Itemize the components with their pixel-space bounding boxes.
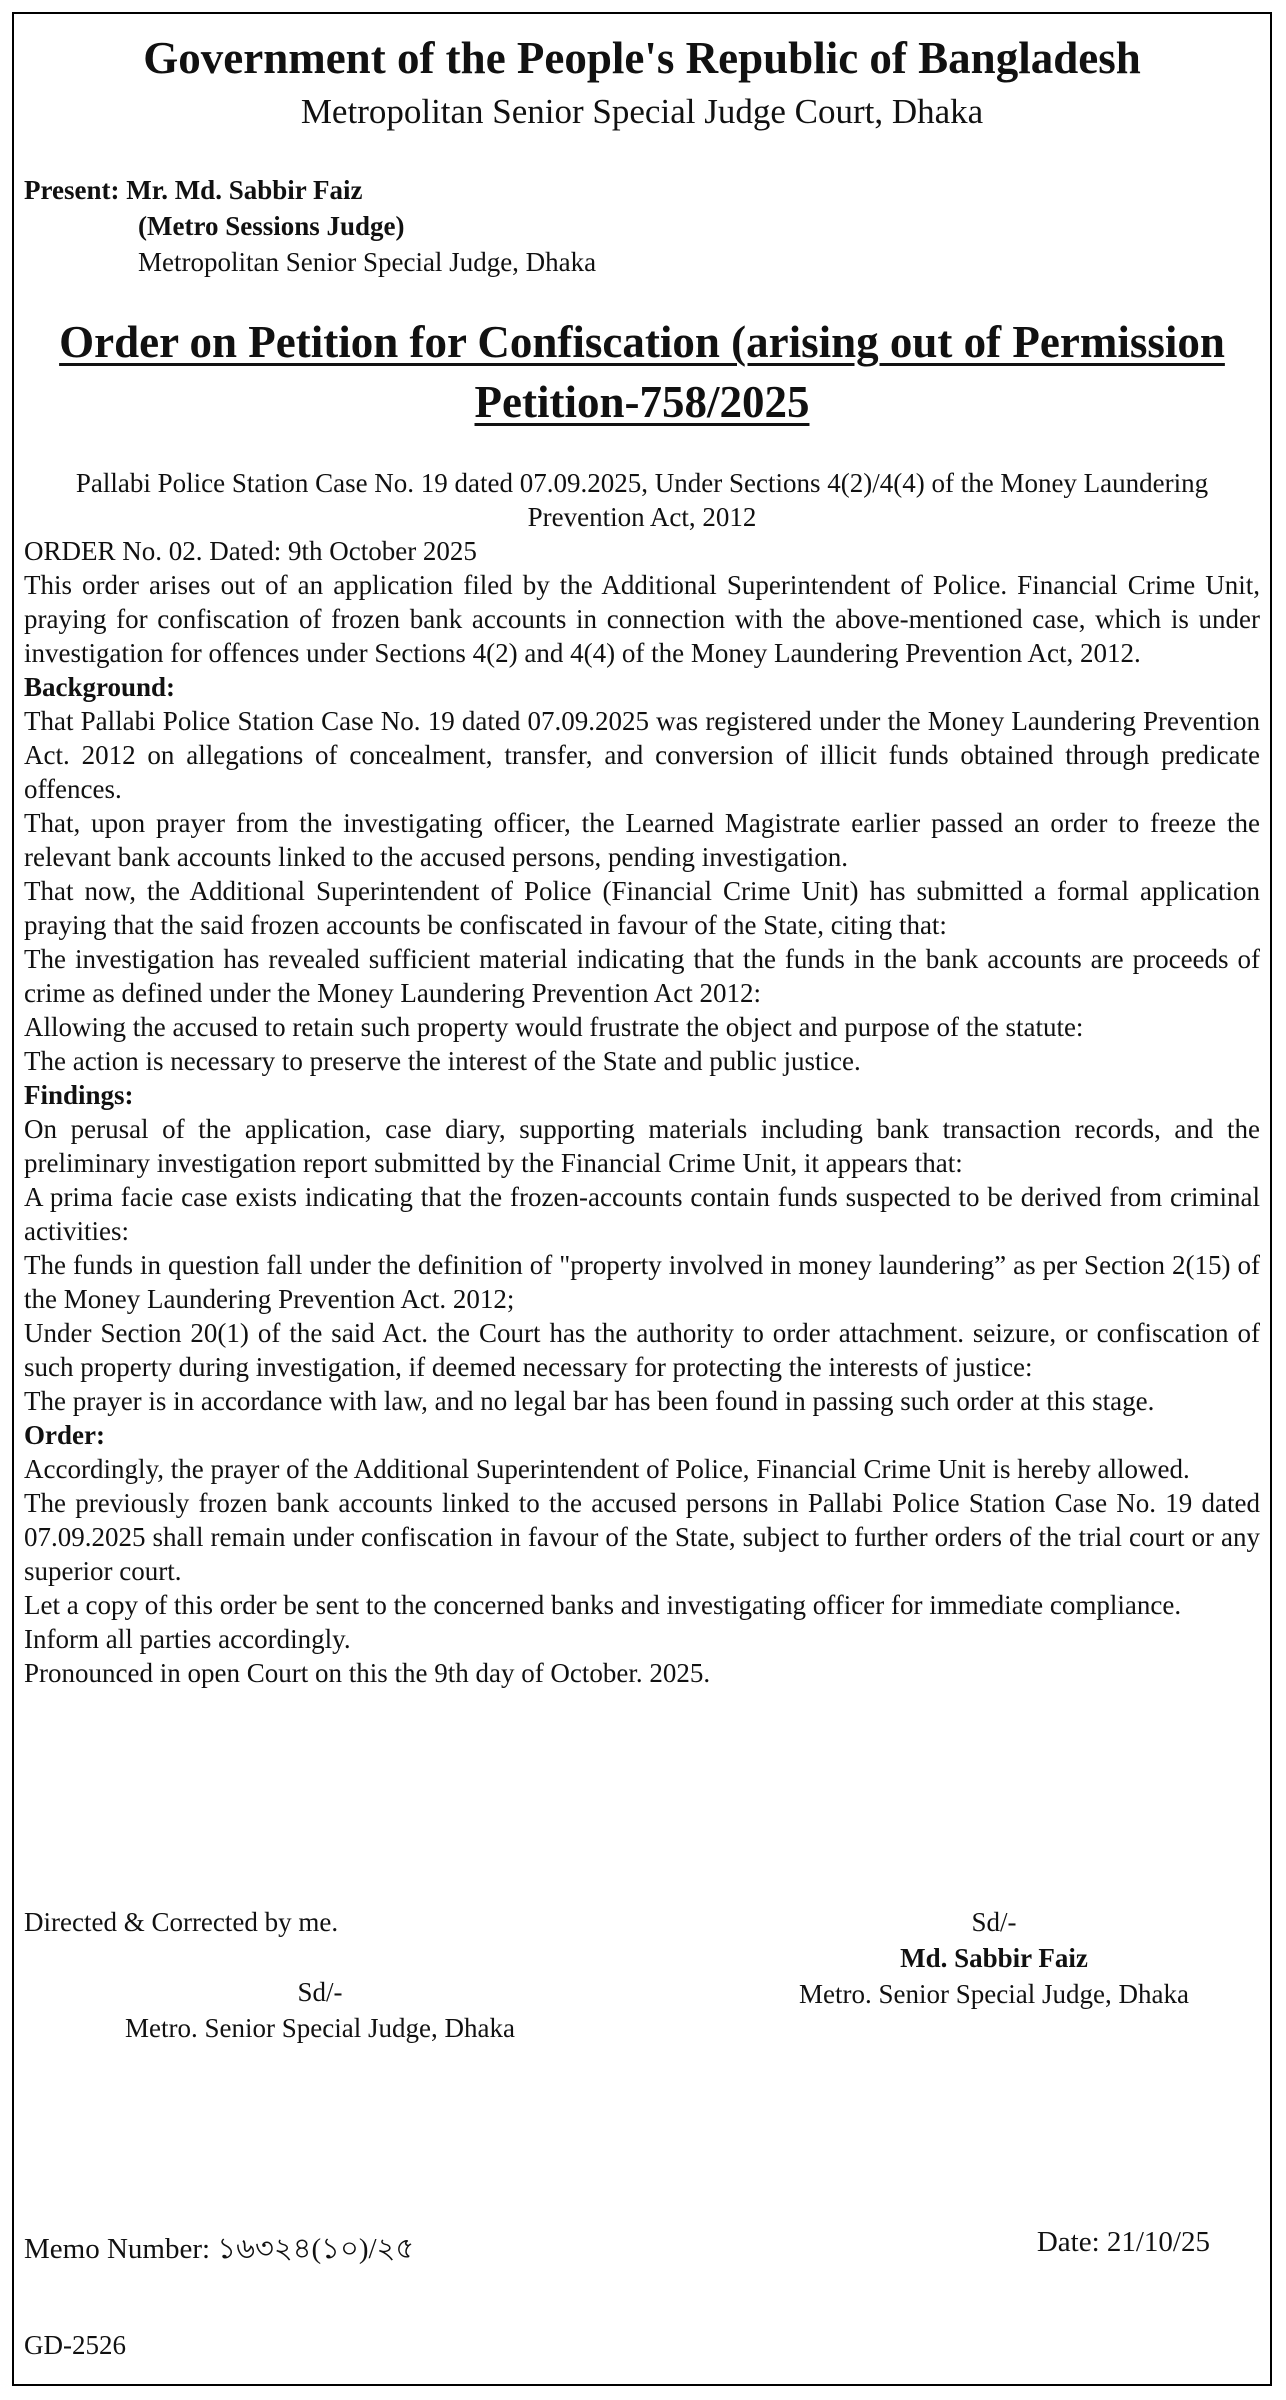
order-paragraph: Accordingly, the prayer of the Additional Superintendent of Police, Financial Crime Unit is hereby allowed. [24,1454,1190,1484]
left-signature-title: Metro. Senior Special Judge, Dhaka [125,2013,515,2043]
left-signature-block [50,1974,590,2046]
directed-by-line: Directed & Corrected by me. [24,1907,339,1937]
findings-heading: Findings: [24,1080,134,1110]
right-signature-sd: Sd/- [971,1907,1017,1937]
order-paragraph: Let a copy of this order be sent to the concerned banks and investigating officer for immediate compliance. [24,1590,1182,1620]
present-judge-designation: Metropolitan Senior Special Judge, Dhaka [138,247,597,277]
right-signature-name: Md. Sabbir Faiz [900,1943,1088,1973]
footer-code: GD-2526 [24,2330,126,2360]
government-heading: Government of the People's Republic of Bangladesh [143,33,1141,83]
order-paragraph: Inform all parties accordingly. [24,1624,351,1654]
background-paragraph: Allowing the accused to retain such property would frustrate the object and purpose of the statute: [24,1012,1084,1042]
findings-paragraph: A prima facie case exists indicating that the frozen-accounts contain funds suspected to be derived from criminal activities: [24,1182,1260,1246]
order-number: ORDER No. 02. Dated: 9th October 2025 [24,536,477,566]
order-body [24,466,1260,1690]
right-signature-title: Metro. Senior Special Judge, Dhaka [799,1979,1189,2009]
background-heading: Background: [24,672,176,702]
order-paragraph: The previously frozen bank accounts linked to the accused persons in Pallabi Police Station Case No. 19 dated 07.09.2025 shall remain under confiscation in favour of the State, subject to further orders of the trial court or any superior court. [24,1488,1260,1586]
findings-paragraph: Under Section 20(1) of the said Act. the Court has the authority to order attachment. seizure, or confiscation of such property during investigation, if deemed necessary for protecting the interests of justice: [24,1318,1260,1382]
background-paragraph: That now, the Additional Superintendent of Police (Financial Crime Unit) has submitted a formal application praying that the said frozen accounts be confiscated in favour of the State, citing that: [24,876,1260,940]
present-block [24,172,596,280]
present-judge-name: Present: Mr. Md. Sabbir Faiz [24,175,363,205]
left-signature-sd: Sd/- [297,1977,343,2007]
memo-number: Memo Number: ১৬৩২৪(১০)/২৫ [24,2233,415,2265]
findings-paragraph: On perusal of the application, case diary, supporting materials including bank transaction records, and the preliminary investigation report submitted by the Financial Crime Unit, it appears that: [24,1114,1260,1178]
background-paragraph: The investigation has revealed sufficient material indicating that the funds in the bank accounts are proceeds of crime as defined under the Money Laundering Prevention Act 2012: [24,944,1260,1008]
order-title: Order on Petition for Confiscation (arising out of Permission Petition-758/2025 [59,317,1225,427]
order-heading: Order: [24,1420,105,1450]
court-name: Metropolitan Senior Special Judge Court, Dhaka [300,92,984,131]
memo-date: Date: 21/10/25 [1036,2226,1210,2258]
findings-paragraph: The funds in question fall under the definition of "property involved in money laundering” as per Section 2(15) of the Money Laundering Prevention Act. 2012; [24,1250,1260,1314]
right-signature-block [734,1904,1254,2012]
order-paragraph: Pronounced in open Court on this the 9th day of October. 2025. [24,1658,711,1688]
court-order-document [12,12,1272,2386]
present-judge-role: (Metro Sessions Judge) [138,211,405,241]
background-paragraph: That Pallabi Police Station Case No. 19 dated 07.09.2025 was registered under the Money Laundering Prevention Act. 2012 on allegations of concealment, transfer, and conversion of illicit funds obtained through predicate offences. [24,706,1260,804]
findings-paragraph: The prayer is in accordance with law, and no legal bar has been found in passing such order at this stage. [24,1386,1155,1416]
intro-paragraph: This order arises out of an application filed by the Additional Superintendent of Police. Financial Crime Unit, praying for confiscation of frozen bank accounts in connection with the above-mentioned case, which is under investigation for offences under Sections 4(2) and 4(4) of the Money Laundering Prevention Act, 2012. [24,570,1260,668]
case-reference: Pallabi Police Station Case No. 19 dated 07.09.2025, Under Sections 4(2)/4(4) of the Money Laundering Prevention Act, 2012 [75,468,1209,532]
background-paragraph: The action is necessary to preserve the interest of the State and public justice. [24,1046,861,1076]
background-paragraph: That, upon prayer from the investigating officer, the Learned Magistrate earlier passed an order to freeze the relevant bank accounts linked to the accused persons, pending investigation. [24,808,1260,872]
